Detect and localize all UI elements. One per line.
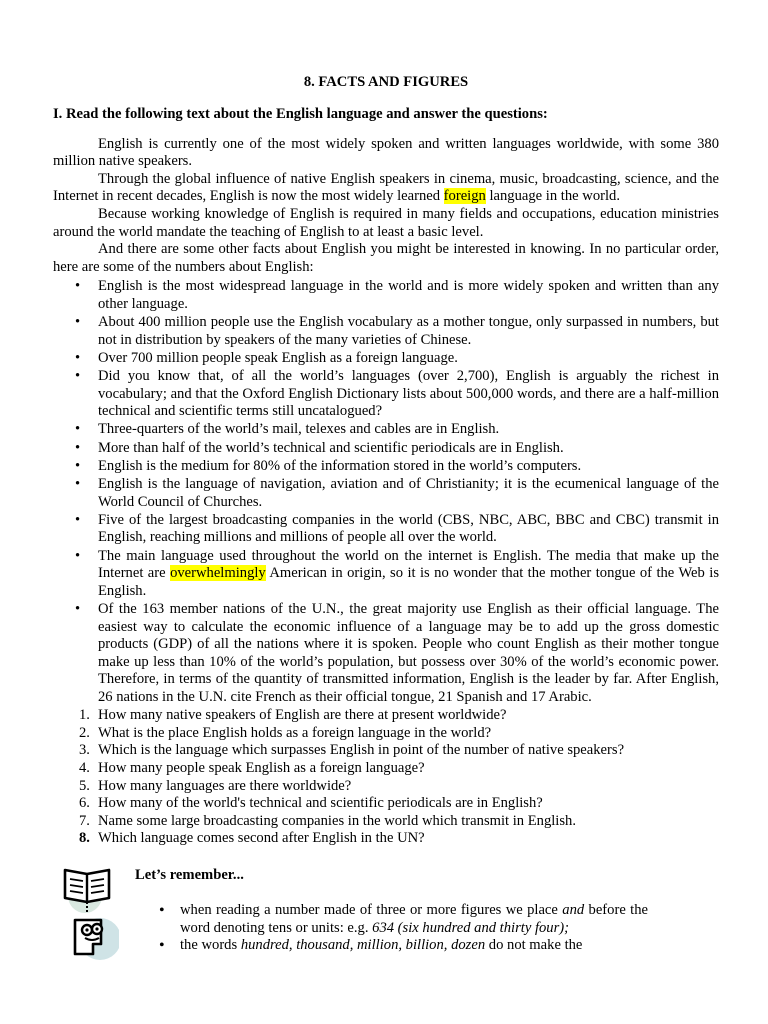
remember-1-example: 634 (six hundred and thirty four);	[372, 919, 569, 936]
paragraph-2-text-b: language in the world.	[485, 188, 620, 205]
fact-item: • Five of the largest broadcasting companies in the world (CBS, NBC, ABC, BBC and CBC) transmit in English, reaching millions and millions of people all over the world.	[98, 512, 719, 547]
question-item	[79, 759, 719, 778]
highlight-overwhelmingly: overwhelmingly	[170, 565, 266, 582]
question-text: How many of the world's technical and scientific periodicals are in English?	[98, 795, 543, 812]
question-number: 7.	[79, 812, 90, 829]
question-number: 4.	[79, 759, 90, 776]
question-number: 1.	[79, 707, 90, 724]
fact-item: • Did you know that, of all the world’s languages (over 2,700), English is arguably the richest in vocabulary; and that the Oxford English Dictionary lists about 500,000 words, and there are a half-million technical and scientific terms still uncatalogued?	[98, 368, 719, 421]
paragraph-2-text-a: Through the global influence of native English speakers in cinema, music, broadcasting, science, and the Internet in recent decades, English is now the most widely learned	[53, 170, 719, 205]
question-item	[79, 795, 719, 813]
fact-10-text-a: The main language used throughout the world on the internet is English. The media that make up the Internet are	[98, 547, 719, 582]
fact-item: • English is the medium for 80% of the information stored in the world’s computers.	[98, 458, 719, 476]
question-text: Which is the language which surpasses English in point of the number of native speakers?	[98, 742, 625, 759]
owl-reader-icon	[75, 918, 119, 960]
question-item	[79, 812, 719, 831]
fact-10-text-b: American in origin, so it is no wonder that the mother tongue of the Web is English.	[98, 565, 719, 599]
remember-2-words: hundred, thousand, million, billion, dozen	[240, 937, 486, 954]
page-title: 8. FACTS AND FIGURES	[303, 74, 469, 90]
paragraph-3: Because working knowledge of English is required in many fields and occupations, education ministries around the world mandate the teaching of English to at least a basic level.	[53, 205, 719, 240]
remember-1-text-b: before the word denoting tens or units: e.g.	[180, 902, 648, 936]
question-text: How many native speakers of English are there at present worldwide?	[98, 707, 507, 724]
remember-title: Let’s remember...	[135, 867, 244, 883]
facts-list	[53, 278, 719, 706]
question-item	[79, 777, 719, 796]
fact-item: • Three-quarters of the world’s mail, telexes and cables are in English.	[98, 421, 719, 439]
remember-2-text-a: the words	[180, 937, 241, 954]
remember-item	[180, 937, 648, 955]
paragraph-4: And there are some other facts about English you might be interested in knowing. In no particular order, here are some of the numbers about English:	[53, 241, 719, 275]
question-number: 6.	[79, 795, 90, 812]
remember-section	[53, 862, 719, 1012]
remember-icons	[59, 862, 119, 960]
remember-2-text-b: do not make the	[485, 937, 583, 954]
question-item	[79, 742, 719, 760]
fact-item: • English is the most widespread language in the world and is more widely spoken and written than any other language.	[98, 278, 719, 313]
question-item	[79, 707, 719, 725]
fact-item: • English is the language of navigation, aviation and of Christianity; it is the ecumenical language of the World Council of Churches.	[98, 476, 719, 511]
paragraph-1: English is currently one of the most widely spoken and written languages worldwide, with some 380 million native speakers.	[53, 135, 719, 170]
remember-1-text-a: when reading a number made of three or more figures we place	[180, 902, 563, 918]
question-number: 8.	[79, 830, 90, 847]
remember-item	[180, 902, 648, 937]
question-number: 5.	[79, 777, 90, 794]
remember-list	[180, 902, 648, 955]
paragraph-2	[53, 171, 719, 206]
fact-item: • Over 700 million people speak English as a foreign language.	[98, 350, 719, 368]
question-number: 2.	[79, 724, 90, 741]
highlight-foreign: foreign	[443, 188, 486, 205]
question-item	[79, 724, 719, 743]
question-text: How many languages are there worldwide?	[98, 777, 352, 794]
fact-item: • Of the 163 member nations of the U.N., the great majority use English as their official language. The easiest way to calculate the economic influence of a language may be to add up the gross domestic products (GDP) of all the nations where it is spoken. People who count English as their mother tongue make up less than 10% of the world’s population, but possess over 30% of the world’s economic power. Therefore, in terms of the quantity of transmitted information, English is the leader by far. After English, 26 nations in the U.N. cite French as their official tongue, 21 Spanish and 17 Arabic.	[98, 601, 719, 707]
question-text: Name some large broadcasting companies in the world which transmit in English.	[98, 812, 576, 829]
question-text: What is the place English holds as a foreign language in the world?	[98, 724, 492, 741]
fact-item: • About 400 million people use the English vocabulary as a mother tongue, only surpassed in numbers, but not in distribution by speakers of the many varieties of Chinese.	[98, 314, 719, 349]
questions-list	[53, 707, 719, 848]
question-item	[79, 830, 719, 848]
task-instruction: I. Read the following text about the English language and answer the questions:	[53, 106, 548, 122]
fact-item: • More than half of the world’s technical and scientific periodicals are in English.	[98, 440, 719, 458]
question-text: Which language comes second after English in the UN?	[98, 830, 425, 847]
remember-1-and: and	[562, 902, 585, 918]
fact-item	[98, 548, 719, 601]
question-number: 3.	[79, 742, 90, 759]
document-page	[53, 72, 719, 848]
open-book-icon	[65, 870, 109, 913]
question-text: How many people speak English as a foreign language?	[98, 759, 425, 776]
